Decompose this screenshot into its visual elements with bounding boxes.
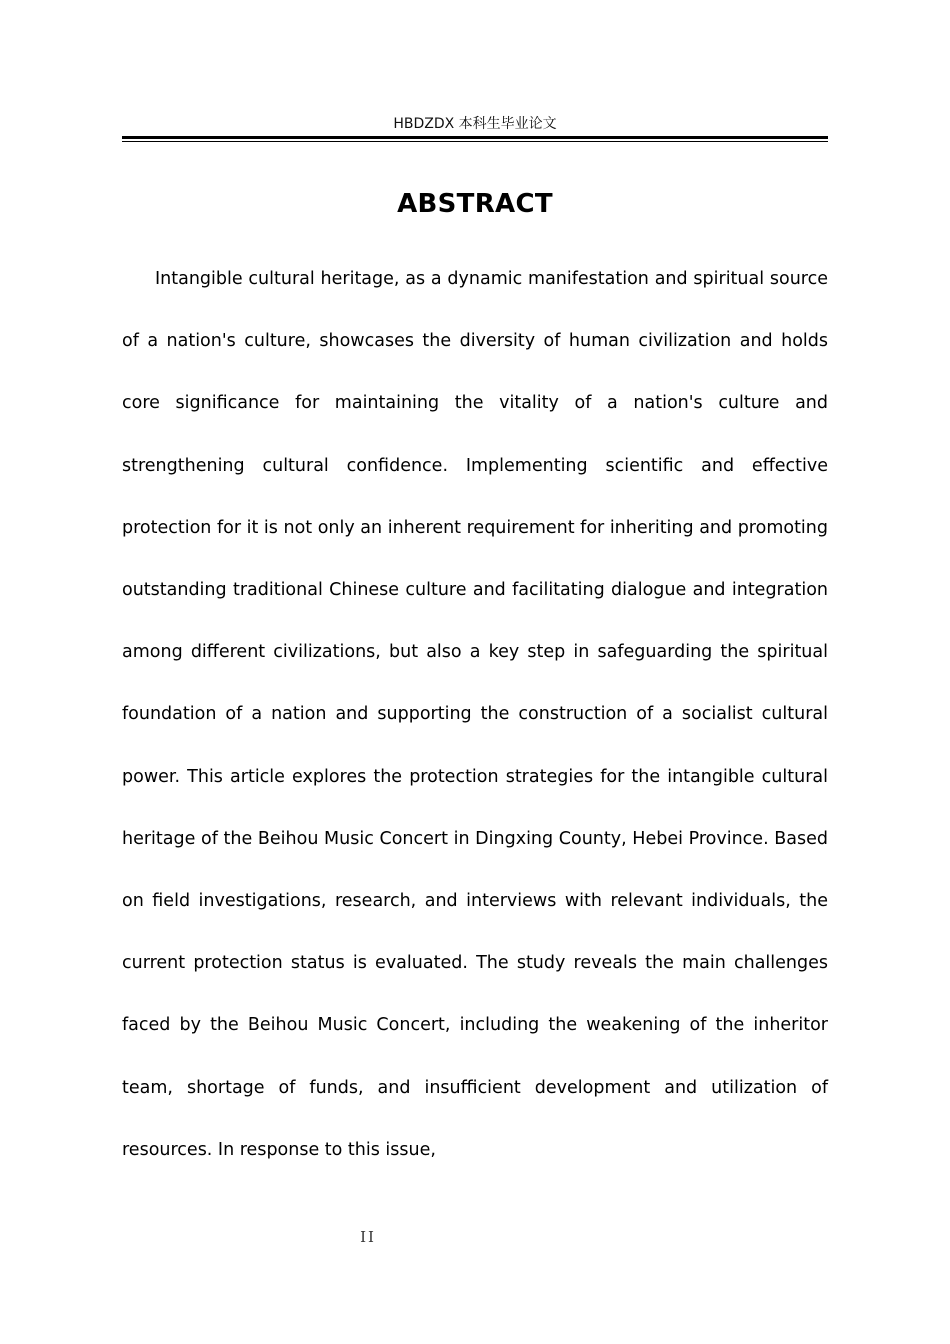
header-rule-thick	[122, 136, 828, 139]
abstract-paragraph: Intangible cultural heritage, as a dynamic manifestation and spiritual source of a nation's culture, showcases the diversity of human civilization and holds core significance for maintaining the vitality of a nation's culture and strengthening cultural confidence. Implementing scientific and effective protection for it is not only an inherent requirement for inheriting and promoting outstanding traditional Chinese culture and facilitating dialogue and integration among different civilizations, but also a key step in safeguarding the spiritual foundation of a nation and supporting the construction of a socialist cultural power. This article explores the protection strategies for the intangible cultural heritage of the Beihou Music Concert in Dingxing County, Hebei Province. Based on field investigations, research, and interviews with relevant individuals, the current protection status is evaluated. The study reveals the main challenges faced by the Beihou Music Concert, including the weakening of the inheritor team, shortage of funds, and insufficient development and utilization of resources. In response to this issue,	[122, 269, 828, 1160]
abstract-title: ABSTRACT	[397, 189, 553, 219]
header-rule-thin	[122, 141, 828, 142]
page-number: II	[360, 1228, 376, 1246]
running-header: HBDZDX 本科生毕业论文	[393, 116, 557, 132]
